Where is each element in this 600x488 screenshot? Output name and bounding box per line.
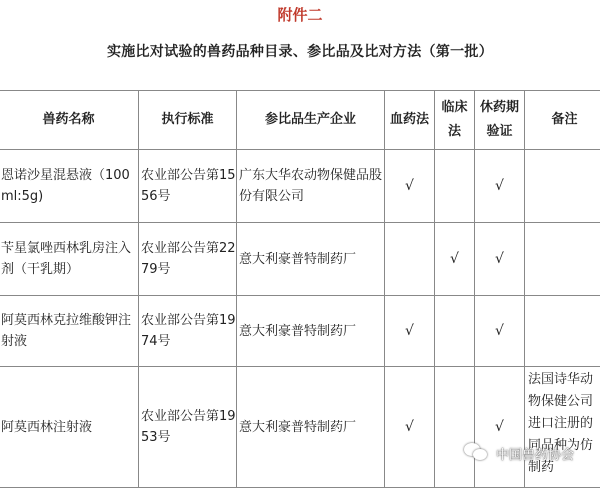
manufacturer-cell: 意大利豪普特制药厂 bbox=[237, 223, 385, 296]
header-clinical-method: 临床 法 bbox=[435, 91, 475, 150]
header-blood-method: 血药法 bbox=[385, 91, 435, 150]
document-title: 实施比对试验的兽药品种目录、参比品及比对方法（第一批） bbox=[0, 41, 600, 63]
drug-comparison-table bbox=[0, 90, 600, 488]
manufacturer-cell: 广东大华农动物保健品股份有限公司 bbox=[237, 150, 385, 223]
wechat-icon bbox=[464, 443, 490, 463]
blood-method-cell: √ bbox=[385, 150, 435, 223]
appendix-label: 附件二 bbox=[0, 4, 600, 26]
remarks-cell bbox=[525, 223, 600, 296]
header-withdrawal-verification: 休药期 验证 bbox=[475, 91, 525, 150]
header-remarks: 备注 bbox=[525, 91, 600, 150]
remarks-cell: 法国诗华动物保健公司进口注册的同品种为仿制药 bbox=[525, 367, 600, 488]
clinical-method-cell bbox=[435, 296, 475, 367]
blood-method-cell bbox=[385, 223, 435, 296]
header-standard: 执行标准 bbox=[139, 91, 237, 150]
blood-method-cell: √ bbox=[385, 296, 435, 367]
standard-cell: 农业部公告第2279号 bbox=[139, 223, 237, 296]
drug-name-cell: 阿莫西林克拉维酸钾注射液 bbox=[0, 296, 139, 367]
withdrawal-cell: √ bbox=[475, 296, 525, 367]
blood-method-cell: √ bbox=[385, 367, 435, 488]
table-row bbox=[0, 223, 600, 296]
header-reference-manufacturer: 参比品生产企业 bbox=[237, 91, 385, 150]
withdrawal-cell: √ bbox=[475, 223, 525, 296]
drug-name-cell: 恩诺沙星混悬液（100ml:5g) bbox=[0, 150, 139, 223]
manufacturer-cell: 意大利豪普特制药厂 bbox=[237, 367, 385, 488]
watermark-text: 中国兽药协会 bbox=[496, 444, 574, 463]
remarks-cell bbox=[525, 150, 600, 223]
clinical-method-cell bbox=[435, 367, 475, 488]
standard-cell: 农业部公告第1974号 bbox=[139, 296, 237, 367]
table-header-row bbox=[0, 91, 600, 150]
table-row bbox=[0, 150, 600, 223]
withdrawal-cell: √ bbox=[475, 367, 525, 488]
remarks-cell bbox=[525, 296, 600, 367]
clinical-method-cell: √ bbox=[435, 223, 475, 296]
drug-name-cell: 阿莫西林注射液 bbox=[0, 367, 139, 488]
manufacturer-cell: 意大利豪普特制药厂 bbox=[237, 296, 385, 367]
watermark bbox=[464, 440, 574, 466]
drug-name-cell: 苄星氯唑西林乳房注入剂（干乳期） bbox=[0, 223, 139, 296]
standard-cell: 农业部公告第1953号 bbox=[139, 367, 237, 488]
standard-cell: 农业部公告第1556号 bbox=[139, 150, 237, 223]
table-row bbox=[0, 367, 600, 488]
table-row bbox=[0, 296, 600, 367]
header-drug-name: 兽药名称 bbox=[0, 91, 139, 150]
withdrawal-cell: √ bbox=[475, 150, 525, 223]
clinical-method-cell bbox=[435, 150, 475, 223]
